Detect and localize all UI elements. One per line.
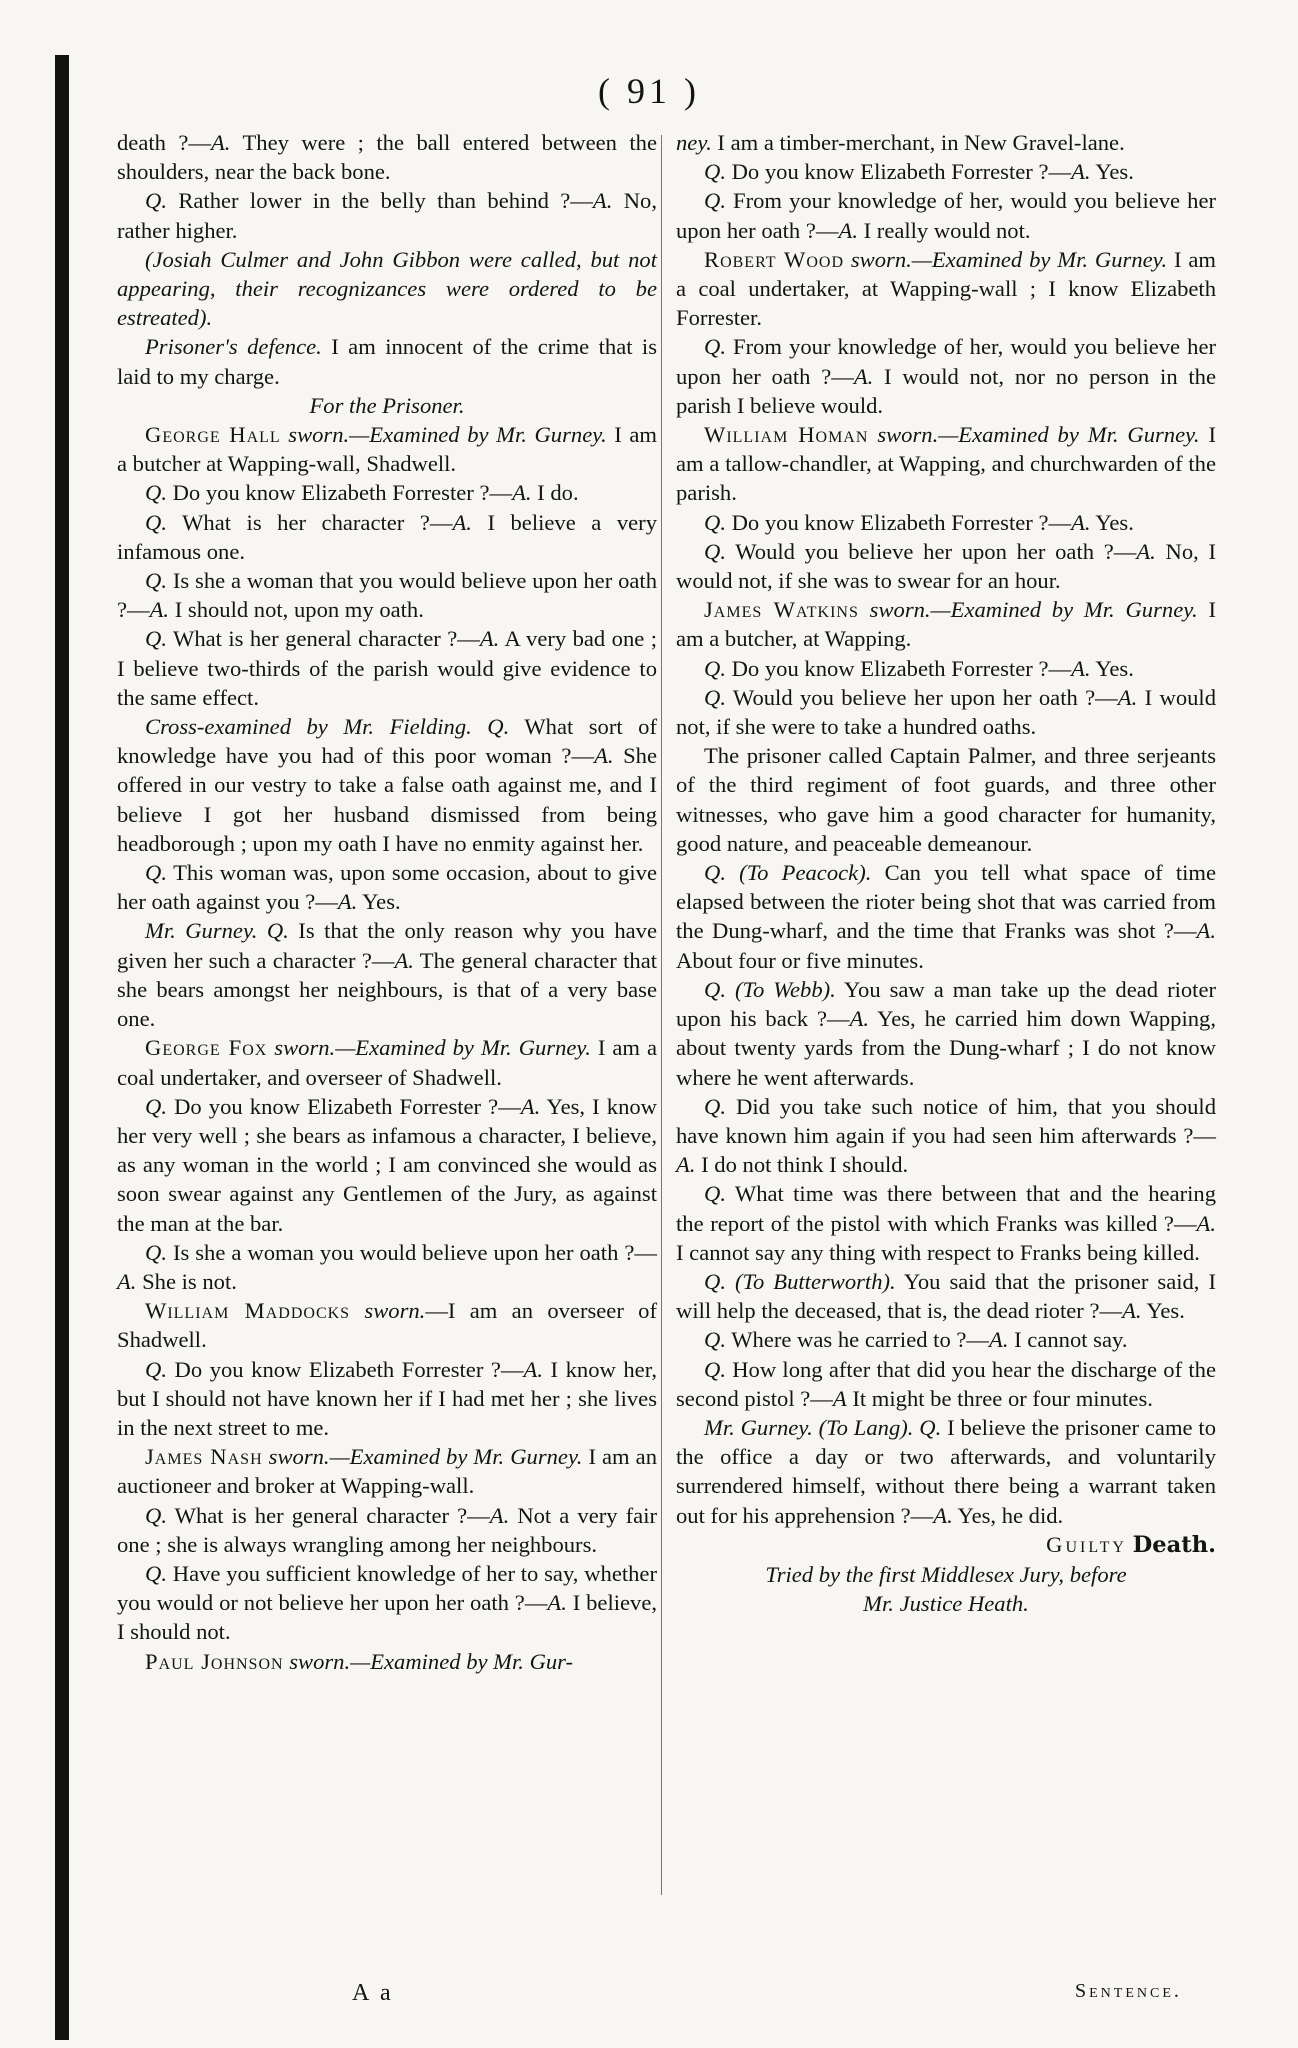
left-column: [117, 128, 657, 1676]
paragraph: William Maddocks sworn.—I am an overseer of Shadwell.: [117, 1298, 657, 1353]
paragraph: ney. I am a timber-merchant, in New Gravel-lane.: [676, 130, 1125, 155]
paragraph: Q. Is she a woman that you would believe upon her oath ?—A. I should not, upon my oath.: [117, 568, 657, 623]
paragraph: Q. (To Butterworth). You said that the prisoner said, I will help the deceased, that is, the dead rioter ?—A. Yes.: [676, 1268, 1216, 1324]
paragraph: Q. Do you know Elizabeth Forrester ?—A. Yes.: [704, 509, 1134, 535]
paragraph: Robert Wood sworn.—Examined by Mr. Gurney. I am a coal undertaker, at Wapping-wall ; I know Elizabeth Forrester.: [676, 246, 1216, 331]
paragraph: Q. This woman was, upon some occasion, about to give her oath against you ?—A. Yes.: [117, 860, 657, 915]
paragraph: Q. What time was there between that and the hearing the report of the pistol with which Franks was killed ?—A. I cannot say any thing with respect to Franks being killed.: [676, 1181, 1216, 1265]
paragraph: Mr. Gurney. Q. Is that the only reason why you have given her such a character ?—A. The general character that she bears amongst her neighbours, is that of a very base one.: [117, 918, 657, 1032]
paragraph: Mr. Gurney. (To Lang). Q. I believe the prisoner came to the office a day or two afterwards, and voluntarily surrendered himself, without there being a warrant taken out for his apprehension ?—A. Yes, he did.: [676, 1414, 1216, 1528]
right-column: [676, 128, 1216, 1618]
paragraph: George Fox sworn.—Examined by Mr. Gurney. I am a coal undertaker, and overseer of Shadwell.: [117, 1035, 657, 1090]
paragraph: Q. From your knowledge of her, would you believe her upon her oath ?—A. I really would not.: [676, 188, 1216, 243]
paragraph: Q. What is her general character ?—A. A very bad one ; I believe two-thirds of the parish would give evidence to the same effect.: [117, 626, 657, 710]
column-divider: [661, 135, 662, 1895]
page-number: ( 91 ): [598, 71, 700, 111]
paragraph: James Nash sworn.—Examined by Mr. Gurney. I am an auctioneer and broker at Wapping-wall.: [117, 1444, 658, 1499]
paragraph: Q. What is her general character ?—A. Not a very fair one ; she is always wrangling among her neighbours.: [117, 1502, 657, 1557]
paragraph: Q. Do you know Elizabeth Forrester ?—A. Yes.: [704, 159, 1134, 185]
paragraph: Q. Do you know Elizabeth Forrester ?—A. I know her, but I should not have known her if I had met her ; she lives in the next street to me.: [117, 1356, 657, 1440]
paragraph: Q. What is her character ?—A. I believe a very infamous one.: [117, 509, 657, 564]
paragraph: Q. Have you sufficient knowledge of her to say, whether you would or not believe her upon her oath ?—A. I believe, I should not.: [117, 1560, 657, 1645]
paragraph: Q. Is she a woman you would believe upon her oath ?—A. She is not.: [117, 1239, 657, 1294]
paragraph: Q. Did you take such notice of him, that you should have known him again if you had seen him afterwards ?—A. I do not think I should.: [676, 1093, 1216, 1178]
paragraph: Q. Do you know Elizabeth Forrester ?—A. Yes, I know her very well ; she bears as infamous a character, I believe, as any woman in the world ; I am convinced she would as soon swear against any Gentlemen of the Jury, as against the man at the bar.: [117, 1093, 657, 1236]
signature-mark: A a: [352, 1980, 394, 2006]
paragraph: Q. Rather lower in the belly than behind ?—A. No, rather higher.: [117, 188, 657, 243]
tried-by: Tried by the first Middlesex Jury, before: [765, 1561, 1127, 1587]
paragraph: Q. Would you believe her upon her oath ?—A. No, I would not, if she was to swear for an hour.: [676, 538, 1216, 594]
paragraph: Q. How long after that did you hear the discharge of the second pistol ?—A It might be three or four minutes.: [676, 1356, 1216, 1411]
paragraph: Q. From your knowledge of her, would you believe her upon her oath ?—A. I would not, nor no person in the parish I believe would.: [676, 334, 1216, 418]
catchword: Sentence.: [1075, 1980, 1182, 2002]
paragraph: Prisoner's defence. I am innocent of the crime that is laid to my charge.: [117, 334, 658, 389]
paragraph: Q. (To Peacock). Can you tell what space of time elapsed between the rioter being shot that was carried from the Dung-wharf, and the time that Franks was shot ?—A. About four or five minutes.: [676, 860, 1216, 973]
paragraph: death ?—A. They were ; the ball entered between the shoulders, near the back bone.: [117, 130, 657, 185]
paragraph: Q. Where was he carried to ?—A. I cannot say.: [704, 1327, 1128, 1353]
paragraph: James Watkins sworn.—Examined by Mr. Gurney. I am a butcher, at Wapping.: [676, 597, 1216, 652]
paragraph: Q. Do you know Elizabeth Forrester ?—A. I do.: [145, 480, 579, 506]
paragraph: Q. (To Webb). You saw a man take up the dead rioter upon his back ?—A. Yes, he carried him down Wapping, about twenty yards from the Dung-wharf ; I do not know where he went afterwards.: [676, 976, 1216, 1090]
paragraph: Q. Do you know Elizabeth Forrester ?—A. Yes.: [704, 655, 1134, 681]
paragraph: For the Prisoner.: [309, 392, 465, 418]
scan-edge: [55, 55, 69, 2040]
verdict: Guilty Death.: [1046, 1531, 1216, 1558]
paragraph: George Hall sworn.—Examined by Mr. Gurney. I am a butcher at Wapping-wall, Shadwell.: [117, 422, 657, 477]
paragraph: Cross-examined by Mr. Fielding. Q. What sort of knowledge have you had of this poor woman ?—A. She offered in our vestry to take a false oath against me, and I believe I got her husband dismissed from being headborough ; upon my oath I have no enmity against her.: [117, 714, 657, 856]
paragraph: William Homan sworn.—Examined by Mr. Gurney. I am a tallow-chandler, at Wapping, and churchwarden of the parish.: [676, 422, 1216, 506]
paragraph: Q. Would you believe her upon her oath ?—A. I would not, if she were to take a hundred oaths.: [676, 684, 1216, 740]
paragraph: The prisoner called Captain Palmer, and three serjeants of the third regiment of foot guards, and three other witnesses, who gave him a good character for humanity, good nature, and peaceable demeanour.: [676, 743, 1216, 856]
paragraph: (Josiah Culmer and John Gibbon were called, but not appearing, their recognizances were ordered to be estreated).: [117, 246, 657, 331]
judge: Mr. Justice Heath.: [863, 1591, 1029, 1617]
paragraph: Paul Johnson sworn.—Examined by Mr. Gur-: [145, 1648, 574, 1674]
